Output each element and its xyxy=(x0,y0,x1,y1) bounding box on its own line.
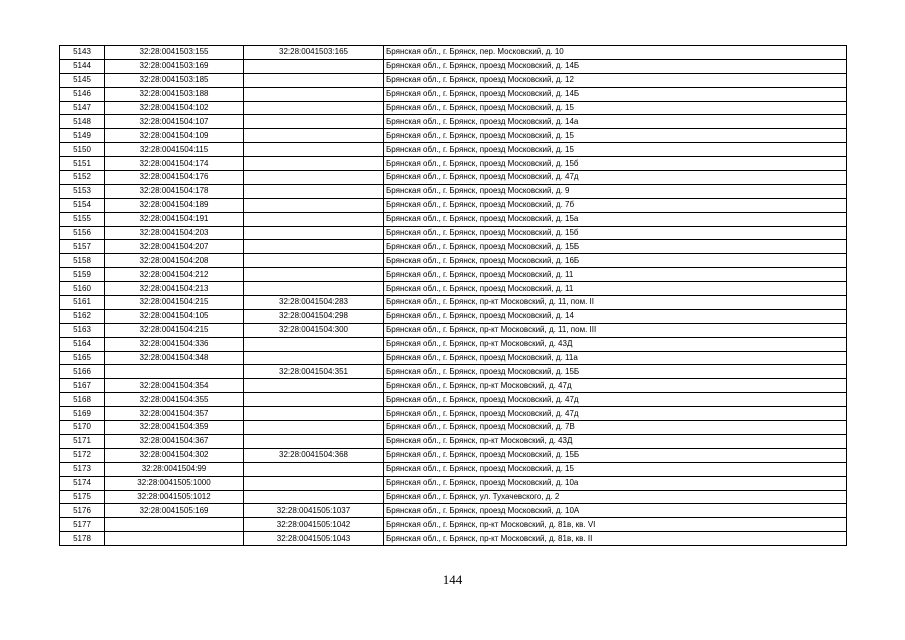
row-number-cell: 5160 xyxy=(60,282,105,296)
cadastral-number-cell: 32:28:0041504:99 xyxy=(105,462,244,476)
row-number-cell: 5163 xyxy=(60,323,105,337)
related-cadastral-number-cell xyxy=(244,115,384,129)
address-cell: Брянская обл., г. Брянск, пр-кт Московский, д. 11, пом. II xyxy=(384,296,847,310)
table-row xyxy=(60,421,847,435)
row-number-cell: 5144 xyxy=(60,59,105,73)
row-number-cell: 5152 xyxy=(60,171,105,185)
related-cadastral-number-cell xyxy=(244,101,384,115)
address-cell: Брянская обл., г. Брянск, пер. Московский, д. 10 xyxy=(384,46,847,60)
table-row xyxy=(60,393,847,407)
table-row xyxy=(60,226,847,240)
table-row xyxy=(60,46,847,60)
cadastral-number-cell: 32:28:0041504:212 xyxy=(105,268,244,282)
related-cadastral-number-cell xyxy=(244,198,384,212)
table-row xyxy=(60,268,847,282)
table-row xyxy=(60,254,847,268)
related-cadastral-number-cell xyxy=(244,226,384,240)
cadastral-number-cell: 32:28:0041504:178 xyxy=(105,184,244,198)
table-row xyxy=(60,462,847,476)
address-cell: Брянская обл., г. Брянск, проезд Московский, д. 15Б xyxy=(384,365,847,379)
related-cadastral-number-cell xyxy=(244,129,384,143)
cadastral-number-cell: 32:28:0041504:367 xyxy=(105,434,244,448)
related-cadastral-number-cell xyxy=(244,421,384,435)
row-number-cell: 5177 xyxy=(60,518,105,532)
table-row xyxy=(60,129,847,143)
cadastral-number-cell: 32:28:0041504:215 xyxy=(105,323,244,337)
related-cadastral-number-cell: 32:28:0041505:1042 xyxy=(244,518,384,532)
row-number-cell: 5174 xyxy=(60,476,105,490)
cadastral-number-cell: 32:28:0041504:107 xyxy=(105,115,244,129)
cadastral-number-cell: 32:28:0041504:357 xyxy=(105,407,244,421)
address-cell: Брянская обл., г. Брянск, проезд Московский, д. 15 xyxy=(384,101,847,115)
row-number-cell: 5167 xyxy=(60,379,105,393)
property-register-table xyxy=(59,45,847,546)
cadastral-number-cell: 32:28:0041505:1012 xyxy=(105,490,244,504)
table-row xyxy=(60,351,847,365)
related-cadastral-number-cell xyxy=(244,157,384,171)
page-number: 144 xyxy=(442,572,463,587)
related-cadastral-number-cell xyxy=(244,337,384,351)
address-cell: Брянская обл., г. Брянск, проезд Московский, д. 15б xyxy=(384,226,847,240)
table-row xyxy=(60,73,847,87)
address-cell: Брянская обл., г. Брянск, проезд Московский, д. 47д xyxy=(384,407,847,421)
table-row xyxy=(60,143,847,157)
address-cell: Брянская обл., г. Брянск, проезд Московский, д. 15а xyxy=(384,212,847,226)
related-cadastral-number-cell xyxy=(244,490,384,504)
address-cell: Брянская обл., г. Брянск, проезд Московский, д. 14Б xyxy=(384,59,847,73)
table-row xyxy=(60,212,847,226)
row-number-cell: 5166 xyxy=(60,365,105,379)
table-row xyxy=(60,282,847,296)
related-cadastral-number-cell xyxy=(244,351,384,365)
row-number-cell: 5151 xyxy=(60,157,105,171)
cadastral-number-cell: 32:28:0041504:348 xyxy=(105,351,244,365)
address-cell: Брянская обл., г. Брянск, пр-кт Московский, д. 43Д xyxy=(384,434,847,448)
table-row xyxy=(60,379,847,393)
address-cell: Брянская обл., г. Брянск, ул. Тухачевского, д. 2 xyxy=(384,490,847,504)
cadastral-number-cell: 32:28:0041504:191 xyxy=(105,212,244,226)
cadastral-number-cell xyxy=(105,365,244,379)
cadastral-number-cell: 32:28:0041503:169 xyxy=(105,59,244,73)
cadastral-number-cell: 32:28:0041505:1000 xyxy=(105,476,244,490)
address-cell: Брянская обл., г. Брянск, проезд Московский, д. 11 xyxy=(384,282,847,296)
table-row xyxy=(60,184,847,198)
table-row xyxy=(60,337,847,351)
address-cell: Брянская обл., г. Брянск, проезд Московский, д. 9 xyxy=(384,184,847,198)
cadastral-number-cell: 32:28:0041503:155 xyxy=(105,46,244,60)
address-cell: Брянская обл., г. Брянск, проезд Московский, д. 7б xyxy=(384,198,847,212)
row-number-cell: 5150 xyxy=(60,143,105,157)
cadastral-number-cell: 32:28:0041504:189 xyxy=(105,198,244,212)
cadastral-number-cell: 32:28:0041503:185 xyxy=(105,73,244,87)
address-cell: Брянская обл., г. Брянск, пр-кт Московский, д. 11, пом. III xyxy=(384,323,847,337)
cadastral-number-cell: 32:28:0041504:203 xyxy=(105,226,244,240)
cadastral-number-cell: 32:28:0041504:359 xyxy=(105,421,244,435)
cadastral-number-cell: 32:28:0041504:336 xyxy=(105,337,244,351)
related-cadastral-number-cell: 32:28:0041504:300 xyxy=(244,323,384,337)
row-number-cell: 5164 xyxy=(60,337,105,351)
table-row xyxy=(60,115,847,129)
address-cell: Брянская обл., г. Брянск, проезд Московский, д. 14 xyxy=(384,309,847,323)
related-cadastral-number-cell xyxy=(244,184,384,198)
address-cell: Брянская обл., г. Брянск, проезд Московский, д. 14Б xyxy=(384,87,847,101)
row-number-cell: 5170 xyxy=(60,421,105,435)
table-row xyxy=(60,198,847,212)
address-cell: Брянская обл., г. Брянск, проезд Московский, д. 15Б xyxy=(384,240,847,254)
table-row xyxy=(60,504,847,518)
related-cadastral-number-cell xyxy=(244,393,384,407)
cadastral-number-cell: 32:28:0041504:109 xyxy=(105,129,244,143)
row-number-cell: 5176 xyxy=(60,504,105,518)
row-number-cell: 5146 xyxy=(60,87,105,101)
row-number-cell: 5175 xyxy=(60,490,105,504)
table-row xyxy=(60,59,847,73)
row-number-cell: 5159 xyxy=(60,268,105,282)
address-cell: Брянская обл., г. Брянск, пр-кт Московский, д. 43Д xyxy=(384,337,847,351)
row-number-cell: 5155 xyxy=(60,212,105,226)
row-number-cell: 5157 xyxy=(60,240,105,254)
address-cell: Брянская обл., г. Брянск, проезд Московский, д. 14а xyxy=(384,115,847,129)
address-cell: Брянская обл., г. Брянск, проезд Московский, д. 15 xyxy=(384,143,847,157)
related-cadastral-number-cell: 32:28:0041505:1043 xyxy=(244,532,384,546)
related-cadastral-number-cell xyxy=(244,59,384,73)
table-row xyxy=(60,101,847,115)
table-body xyxy=(60,46,847,546)
cadastral-number-cell: 32:28:0041504:354 xyxy=(105,379,244,393)
address-cell: Брянская обл., г. Брянск, проезд Московский, д. 11а xyxy=(384,351,847,365)
address-cell: Брянская обл., г. Брянск, проезд Московский, д. 12 xyxy=(384,73,847,87)
table-row xyxy=(60,171,847,185)
related-cadastral-number-cell xyxy=(244,462,384,476)
related-cadastral-number-cell: 32:28:0041503:165 xyxy=(244,46,384,60)
table-row xyxy=(60,87,847,101)
cadastral-number-cell: 32:28:0041504:302 xyxy=(105,448,244,462)
table-row xyxy=(60,448,847,462)
address-cell: Брянская обл., г. Брянск, проезд Московский, д. 47д xyxy=(384,393,847,407)
table-row xyxy=(60,476,847,490)
cadastral-number-cell: 32:28:0041504:215 xyxy=(105,296,244,310)
row-number-cell: 5154 xyxy=(60,198,105,212)
row-number-cell: 5153 xyxy=(60,184,105,198)
row-number-cell: 5158 xyxy=(60,254,105,268)
related-cadastral-number-cell xyxy=(244,476,384,490)
related-cadastral-number-cell xyxy=(244,240,384,254)
cadastral-number-cell: 32:28:0041504:115 xyxy=(105,143,244,157)
address-cell: Брянская обл., г. Брянск, проезд Московский, д. 47д xyxy=(384,171,847,185)
row-number-cell: 5149 xyxy=(60,129,105,143)
cadastral-number-cell: 32:28:0041504:105 xyxy=(105,309,244,323)
address-cell: Брянская обл., г. Брянск, проезд Московский, д. 15б xyxy=(384,157,847,171)
related-cadastral-number-cell: 32:28:0041504:368 xyxy=(244,448,384,462)
address-cell: Брянская обл., г. Брянск, проезд Московский, д. 15Б xyxy=(384,448,847,462)
cadastral-number-cell: 32:28:0041503:188 xyxy=(105,87,244,101)
cadastral-number-cell: 32:28:0041504:355 xyxy=(105,393,244,407)
row-number-cell: 5147 xyxy=(60,101,105,115)
address-cell: Брянская обл., г. Брянск, пр-кт Московский, д. 81в, кв. II xyxy=(384,532,847,546)
cadastral-number-cell: 32:28:0041504:207 xyxy=(105,240,244,254)
row-number-cell: 5162 xyxy=(60,309,105,323)
table-row xyxy=(60,309,847,323)
cadastral-number-cell xyxy=(105,532,244,546)
row-number-cell: 5173 xyxy=(60,462,105,476)
row-number-cell: 5145 xyxy=(60,73,105,87)
row-number-cell: 5169 xyxy=(60,407,105,421)
related-cadastral-number-cell xyxy=(244,268,384,282)
row-number-cell: 5178 xyxy=(60,532,105,546)
related-cadastral-number-cell xyxy=(244,212,384,226)
row-number-cell: 5168 xyxy=(60,393,105,407)
cadastral-number-cell: 32:28:0041504:102 xyxy=(105,101,244,115)
table-row xyxy=(60,407,847,421)
cadastral-number-cell: 32:28:0041504:213 xyxy=(105,282,244,296)
related-cadastral-number-cell xyxy=(244,282,384,296)
table-row xyxy=(60,296,847,310)
cadastral-number-cell: 32:28:0041504:176 xyxy=(105,171,244,185)
table-row xyxy=(60,323,847,337)
address-cell: Брянская обл., г. Брянск, проезд Московский, д. 15 xyxy=(384,462,847,476)
row-number-cell: 5171 xyxy=(60,434,105,448)
table-row xyxy=(60,157,847,171)
related-cadastral-number-cell: 32:28:0041505:1037 xyxy=(244,504,384,518)
related-cadastral-number-cell: 32:28:0041504:283 xyxy=(244,296,384,310)
table-row xyxy=(60,434,847,448)
address-cell: Брянская обл., г. Брянск, проезд Московский, д. 15 xyxy=(384,129,847,143)
row-number-cell: 5161 xyxy=(60,296,105,310)
related-cadastral-number-cell: 32:28:0041504:298 xyxy=(244,309,384,323)
related-cadastral-number-cell xyxy=(244,87,384,101)
table-row xyxy=(60,490,847,504)
related-cadastral-number-cell xyxy=(244,73,384,87)
address-cell: Брянская обл., г. Брянск, проезд Московский, д. 10а xyxy=(384,476,847,490)
row-number-cell: 5148 xyxy=(60,115,105,129)
address-cell: Брянская обл., г. Брянск, проезд Московский, д. 16Б xyxy=(384,254,847,268)
address-cell: Брянская обл., г. Брянск, проезд Московский, д. 11 xyxy=(384,268,847,282)
address-cell: Брянская обл., г. Брянск, пр-кт Московский, д. 81в, кв. VI xyxy=(384,518,847,532)
related-cadastral-number-cell: 32:28:0041504:351 xyxy=(244,365,384,379)
related-cadastral-number-cell xyxy=(244,171,384,185)
related-cadastral-number-cell xyxy=(244,379,384,393)
related-cadastral-number-cell xyxy=(244,434,384,448)
row-number-cell: 5165 xyxy=(60,351,105,365)
related-cadastral-number-cell xyxy=(244,143,384,157)
table-row xyxy=(60,240,847,254)
row-number-cell: 5156 xyxy=(60,226,105,240)
cadastral-number-cell: 32:28:0041504:174 xyxy=(105,157,244,171)
cadastral-number-cell xyxy=(105,518,244,532)
address-cell: Брянская обл., г. Брянск, пр-кт Московский, д. 47д xyxy=(384,379,847,393)
table-row xyxy=(60,518,847,532)
cadastral-number-cell: 32:28:0041504:208 xyxy=(105,254,244,268)
table-row xyxy=(60,532,847,546)
related-cadastral-number-cell xyxy=(244,407,384,421)
row-number-cell: 5172 xyxy=(60,448,105,462)
cadastral-number-cell: 32:28:0041505:169 xyxy=(105,504,244,518)
address-cell: Брянская обл., г. Брянск, проезд Московский, д. 7В xyxy=(384,421,847,435)
address-cell: Брянская обл., г. Брянск, проезд Московский, д. 10А xyxy=(384,504,847,518)
table-row xyxy=(60,365,847,379)
row-number-cell: 5143 xyxy=(60,46,105,60)
related-cadastral-number-cell xyxy=(244,254,384,268)
